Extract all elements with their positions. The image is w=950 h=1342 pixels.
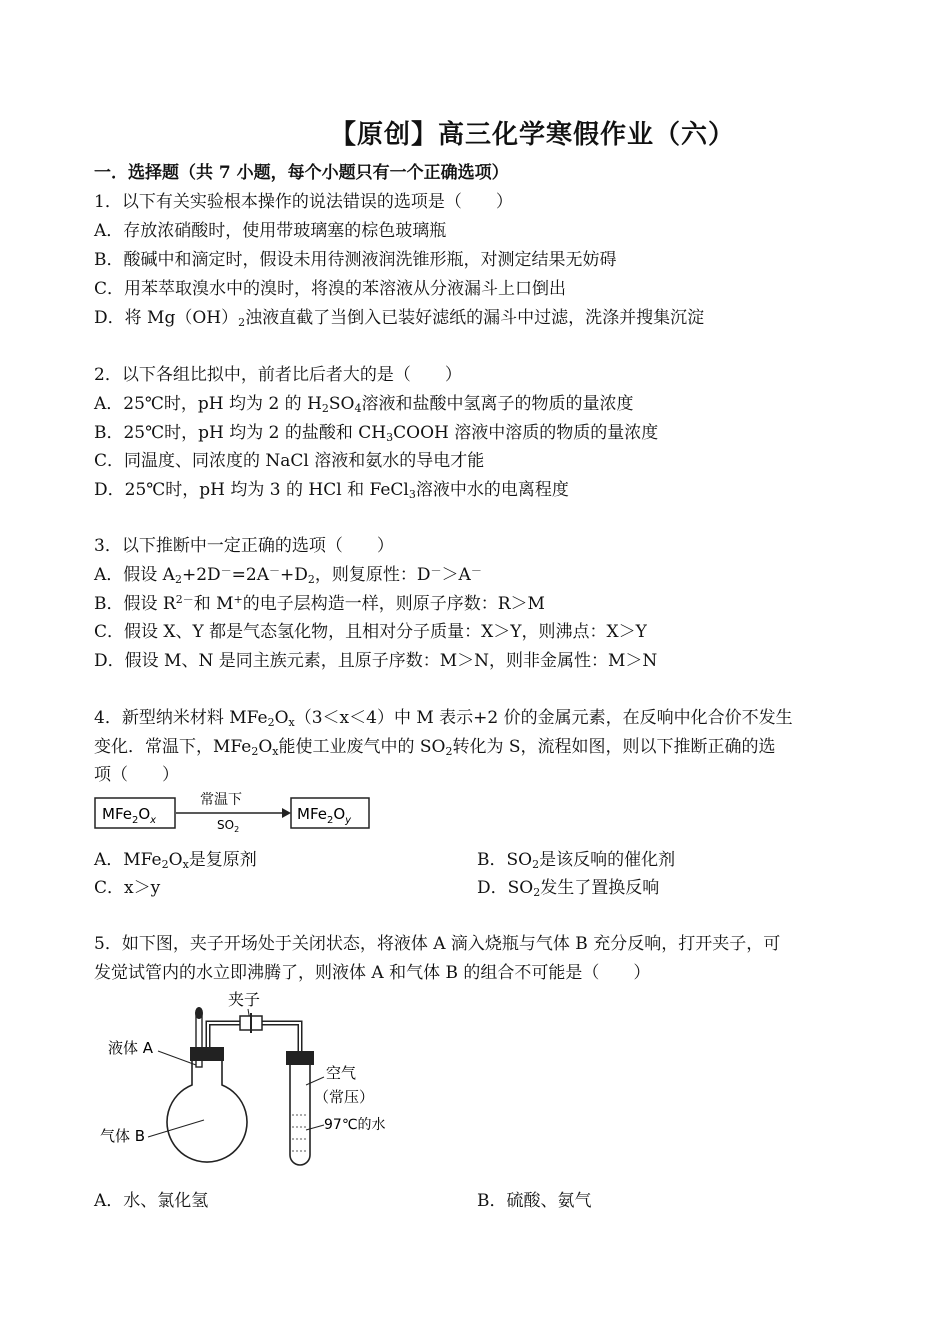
q3-option-a: A．假设 $A_2+2D^-=2A^-+D_2$，则复原性：D－＞A－ xyxy=(94,564,482,586)
air-label: 空气 xyxy=(326,1064,357,1082)
tube-stopper xyxy=(286,1051,314,1065)
q2-option-b: B．25℃时，pH 均为 2 的盐酸和 $CH_3COOH$ 溶液中溶质的物质的量浓度 xyxy=(94,423,659,444)
liquid-a-label: 液体 A xyxy=(108,1039,154,1057)
q4-option-c: C．x＞y xyxy=(94,878,161,898)
q4-stem-line-2: 变化．常温下，$MFe_2O_x$能使工业废气中的 $SO_2$转化为 S，流程如图，则以下推断正确的选 xyxy=(94,737,776,758)
reaction-condition-bottom: $SO_2$ xyxy=(217,818,240,833)
q1-option-c: C．用苯萃取溴水中的溴时，将溴的苯溶液从分液漏斗上口倒出 xyxy=(94,279,567,299)
water-label: 97℃的水 xyxy=(324,1117,386,1133)
section-heading: 一．选择题（共 7 小题，每个小题只有一个正确选项） xyxy=(94,163,509,183)
q3-stem: 3．以下推断中一定正确的选项（ ） xyxy=(94,536,394,556)
flask-icon xyxy=(167,1057,247,1162)
q3-option-d: D．假设 M、N 是同主族元素，且原子序数：M＞N，则非金属性：M＞N xyxy=(94,651,658,671)
q1-option-d: D．将 $Mg(OH)_2$浊液直截了当倒入已装好滤纸的漏斗中过滤，洗涤并搜集沉淀 xyxy=(94,308,705,329)
q4-flow-diagram xyxy=(92,785,374,833)
reaction-condition-top: 常温下 xyxy=(200,792,242,808)
pressure-label: （常压） xyxy=(314,1088,375,1106)
reactant-label: $MFe_2O_x$ xyxy=(102,805,157,826)
q1-option-a: A．存放浓硝酸时，使用带玻璃塞的棕色玻璃瓶 xyxy=(94,221,447,241)
q4-option-a: A．$MFe_2O_x$是复原剂 xyxy=(94,850,257,871)
q5-apparatus-diagram xyxy=(100,985,400,1180)
q4-option-d: D．$SO_2$发生了置换反响 xyxy=(477,878,660,899)
q4-stem-line-3: 项（ ） xyxy=(94,765,179,785)
q5-option-a: A．水、氯化氢 xyxy=(94,1191,209,1211)
q5-option-b: B．硫酸、氨气 xyxy=(477,1191,592,1211)
q3-option-c: C．假设 X、Y 都是气态氢化物，且相对分子质量：X＞Y，则沸点：X＞Y xyxy=(94,622,647,642)
q2-option-c: C．同温度、同浓度的 NaCl 溶液和氨水的导电才能 xyxy=(94,451,485,471)
gas-b-label: 气体 B xyxy=(100,1127,146,1145)
q2-stem: 2．以下各组比拟中，前者比后者大的是（ ） xyxy=(94,365,462,385)
q5-stem-line-1: 5．如下图，夹子开场处于关闭状态，将液体 A 滴入烧瓶与气体 B 充分反响，打开夹子，可 xyxy=(94,934,781,954)
q2-option-d: D．25℃时，pH 均为 3 的 HCl 和 FeCl$_3$溶液中水的电离程度 xyxy=(94,480,569,501)
q5-stem-line-2: 发觉试管内的水立即沸腾了，则液体 A 和气体 B 的组合不可能是（ ） xyxy=(94,963,651,983)
q1-stem: 1．以下有关实验根本操作的说法错误的选项是（ ） xyxy=(94,192,513,212)
flask-stopper xyxy=(190,1047,224,1061)
q2-option-a: A．25℃时，pH 均为 2 的 $H_2SO_4$溶液和盐酸中氢离子的物质的量浓度 xyxy=(94,394,634,415)
arrow-head-icon xyxy=(282,808,291,818)
page-title: 【原创】高三化学寒假作业（六） xyxy=(330,120,736,150)
q4-option-b: B．$SO_2$是该反响的催化剂 xyxy=(477,850,676,871)
clip-label: 夹子 xyxy=(228,990,261,1009)
q4-stem-line-1: 4．新型纳米材料 $MFe_2O_x(3<x<4)$中 M 表示+2 价的金属元素，在反响中化合价不发生 xyxy=(94,708,793,729)
q1-option-b: B．酸碱中和滴定时，假设未用待测液润洗锥形瓶，对测定结果无妨碍 xyxy=(94,250,617,270)
q3-option-b: B．假设 $R^{2-}$和 M+的电子层构造一样，则原子序数：R＞M xyxy=(94,593,545,614)
product-label: $MFe_2O_y$ xyxy=(297,805,352,826)
